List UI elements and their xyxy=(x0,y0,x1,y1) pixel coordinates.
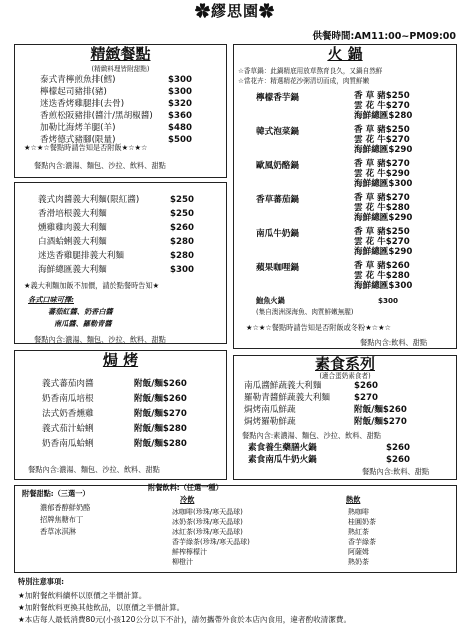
hot-drink-item: 阿薩姆 xyxy=(348,548,369,556)
hot-drink-item: 桂圓奶茶 xyxy=(348,518,376,526)
hot-drink-item: 熱紅茶 xyxy=(348,528,369,536)
hotpot-option: 雲 花 牛$270 xyxy=(354,135,410,145)
pasta-item-name: 迷迭香雞腿排義大利麵 xyxy=(38,251,124,261)
note-line: ★加附餐飲料續杯以原價之半價計算。 xyxy=(18,591,147,600)
pasta-item-price: $300 xyxy=(170,265,194,275)
bake-item-name: 義式蕃茄肉醬 xyxy=(42,379,94,389)
hotpot-note: ★☆★☆餐點時請告知是否附飯或冬粉★☆★☆ xyxy=(246,323,391,332)
pasta-includes: 餐點內含:濃湯、麵包、沙拉、飲料、甜點 xyxy=(34,335,166,344)
fine-item-name: 泰式青檸煎魚排(鱈) xyxy=(40,75,116,85)
veg-item-price: $260 xyxy=(354,381,378,391)
veg-hotpot-name: 素食養生藥膳火鍋 xyxy=(248,443,317,453)
hotpot-option: 海鮮總匯$290 xyxy=(354,145,413,155)
hotpot-option: 海鮮總匯$300 xyxy=(354,281,413,291)
hotpot-option: 香 草 豬$260 xyxy=(354,261,410,271)
hotpot-option: 香 草 豬$250 xyxy=(354,125,410,135)
veg-item-price: $270 xyxy=(354,393,378,403)
bake-item-price: 附飯/麵$280 xyxy=(134,424,187,434)
hotpot-option: 香 草 豬$250 xyxy=(354,91,410,101)
fine-item-name: 加勒比海烤羊腿(羊) xyxy=(40,123,116,133)
hotpot-option: 香 草 豬$270 xyxy=(354,193,410,203)
hotpot-header-1: ☆香草鍋：此鍋精底用放草熬育良久，又鍋自然鮮 xyxy=(238,67,383,75)
hotpot-option: 雲 花 牛$290 xyxy=(354,169,410,179)
veg-hotpot-price: $260 xyxy=(386,455,410,465)
note-line: ★本店每人最低消費80元(小孩120公分以下不計)，請勿攜帶外食於本店內食用，違者酌收清潔費。 xyxy=(18,615,352,624)
bake-item-price: 附飯/麵$260 xyxy=(134,394,187,404)
restaurant-title: ✿繆思園✿ xyxy=(194,2,275,20)
fine-item-price: $500 xyxy=(168,135,192,145)
bake-item-price: 附飯/麵$280 xyxy=(134,439,187,449)
hot-drink-item: 熱奶茶 xyxy=(348,558,369,566)
veg-includes-1: 餐點內含:素濃湯、麵包、沙拉、飲料、甜點 xyxy=(242,431,381,440)
hotpot-item-name: 韓式泡菜鍋 xyxy=(256,127,299,137)
pasta-box xyxy=(14,182,227,344)
hotpot-option: 海鮮總匯$290 xyxy=(354,247,413,257)
notes-title: 特別注意事項: xyxy=(18,577,64,586)
hotpot-special-desc: (集自澳洲深海魚、肉質鮮嫩無腥) xyxy=(256,308,354,316)
hotpot-includes: 餐點內含:飲料、甜點 xyxy=(360,338,428,347)
sauce-title: 各式口味可擇: xyxy=(28,295,74,304)
hot-drink-item: 香芋綠茶 xyxy=(348,538,376,546)
fine-item-price: $300 xyxy=(168,87,192,97)
service-hours: 供餐時間:AM11:00~PM09:00 xyxy=(312,31,456,42)
bake-item-name: 奶香南瓜培根 xyxy=(42,394,94,404)
veg-item-name: 焗烤南瓜鮮蔬 xyxy=(244,405,296,415)
hotpot-option: 香 草 豬$270 xyxy=(354,159,410,169)
veg-hotpot-name: 素食南瓜牛奶火鍋 xyxy=(248,455,317,465)
veg-title: 素食系列 xyxy=(314,355,375,373)
hot-drink-item: 熱咖啡 xyxy=(348,508,369,516)
pasta-item-name: 海鮮總匯義大利麵 xyxy=(38,265,107,275)
cold-drink-item: 冰咖啡(珍珠/寒天晶球) xyxy=(172,508,243,516)
dessert-item: 香草冰淇淋 xyxy=(40,527,76,536)
veg-subtitle: (適合蛋奶素食者) xyxy=(319,372,371,380)
veg-item-name: 南瓜醬鮮蔬義大利麵 xyxy=(244,381,322,391)
fine-title: 精緻餐點 xyxy=(90,45,151,63)
bake-item-name: 義式茄汁蛤蜊 xyxy=(42,424,94,434)
fine-item-price: $300 xyxy=(168,75,192,85)
note-line: ★加附餐飲料更換其他飲品，以原價之半價計算。 xyxy=(18,603,185,612)
hotpot-special-name: 鮑魚火鍋 xyxy=(256,296,285,305)
hotpot-special-price: $300 xyxy=(378,296,399,305)
dessert-item: 招牌焦糖布丁 xyxy=(40,515,84,524)
pasta-item-name: 義式肉醬義大利麵(限紅醬) xyxy=(38,195,140,205)
hotpot-option: 海鮮總匯$280 xyxy=(354,111,413,121)
veg-item-name: 羅勒青醬鮮蔬義大利麵 xyxy=(244,393,330,403)
bake-title: 焗 烤 xyxy=(102,351,139,369)
hotpot-item-name: 歐風奶酪鍋 xyxy=(256,161,299,171)
pasta-item-price: $280 xyxy=(170,251,194,261)
cold-drink-item: 鮮榨檸檬汁 xyxy=(172,548,207,556)
sauce-line-2: 南瓜醬、羅勒青醬 xyxy=(54,319,112,328)
pasta-item-price: $250 xyxy=(170,209,194,219)
cold-drink-item: 冰奶茶(珍珠/寒天晶球) xyxy=(172,518,243,526)
bake-item-price: 附飯/麵$270 xyxy=(134,409,187,419)
fine-item-price: $360 xyxy=(168,111,192,121)
fine-note: ★☆★☆餐點時請告知是否附飯★☆★☆ xyxy=(24,143,148,152)
pasta-item-name: 白酒蛤蜊義大利麵 xyxy=(38,237,107,247)
bake-item-name: 奶香南瓜蛤蜊 xyxy=(42,439,94,449)
pasta-item-name: 香滑培根義大利麵 xyxy=(38,209,107,219)
hotpot-option: 雲 花 牛$270 xyxy=(354,101,410,111)
hotpot-item-name: 南瓜牛奶鍋 xyxy=(256,229,299,239)
hotpot-option: 海鮮總匯$290 xyxy=(354,213,413,223)
hotpot-option: 香 草 豬$250 xyxy=(354,227,410,237)
hot-title: 熱飲 xyxy=(346,495,361,504)
fine-item-price: $320 xyxy=(168,99,192,109)
hotpot-option: 雲 花 牛$280 xyxy=(354,203,410,213)
desserts-title: 附餐甜點:（三選一） xyxy=(22,489,90,498)
hotpot-title: 火 鍋 xyxy=(327,45,363,63)
fine-item-price: $480 xyxy=(168,123,192,133)
bake-item-price: 附飯/麵$260 xyxy=(134,379,187,389)
cold-drink-item: 香芋綠茶(珍珠/寒天晶球) xyxy=(172,538,250,546)
fine-item-name: 迷迭香烤雞腿排(去骨) xyxy=(40,99,125,109)
hotpot-item-name: 香草蕃茄鍋 xyxy=(256,195,299,205)
hotpot-option: 雲 花 牛$270 xyxy=(354,237,410,247)
veg-includes-2: 餐點內含:飲料、甜點 xyxy=(362,467,430,476)
dessert-item: 濃郁香醇鮮奶酪 xyxy=(40,503,91,512)
pasta-item-name: 燻雞雞肉義大利麵 xyxy=(38,223,107,233)
hotpot-item-name: 檸檬香芋鍋 xyxy=(256,93,299,103)
veg-item-name: 焗烤羅勒鮮蔬 xyxy=(244,417,296,427)
veg-item-price: 附飯/麵$260 xyxy=(354,405,407,415)
hotpot-item-name: 蘋果咖哩鍋 xyxy=(256,263,299,273)
hotpot-header-2: ☆當花卉：精選精花沙粥清切而成，肉質鮮嫩 xyxy=(238,77,370,85)
cold-drink-item: 冰紅茶(珍珠/寒天晶球) xyxy=(172,528,243,536)
veg-item-price: 附飯/麵$270 xyxy=(354,417,407,427)
bake-includes: 餐點內含:濃湯、麵包、沙拉、飲料、甜點 xyxy=(28,465,160,474)
pasta-item-price: $250 xyxy=(170,195,194,205)
fine-subtitle: (精緻料理皆附甜點) xyxy=(91,65,150,73)
fine-item-name: 香煎松阪豬排(醬汁/黑胡椒醬) xyxy=(40,111,153,121)
cold-title: 冷飲 xyxy=(180,495,195,504)
bake-item-name: 法式奶香燻雞 xyxy=(42,409,94,419)
fine-item-name: 香烤德式豬腳(限量) xyxy=(40,135,116,145)
hotpot-option: 海鮮總匯$300 xyxy=(354,179,413,189)
pasta-item-price: $260 xyxy=(170,223,194,233)
fine-item-name: 檸檬起司豬排(豬) xyxy=(40,87,107,97)
veg-hotpot-price: $260 xyxy=(386,443,410,453)
pasta-item-price: $280 xyxy=(170,237,194,247)
sauce-line-1: 蕃茄紅醬、奶香白醬 xyxy=(48,307,113,316)
fine-includes: 餐點內含:濃湯、麵包、沙拉、飲料、甜點 xyxy=(34,161,166,170)
pasta-note: ★義大利麵加飯不加價，請於點餐時告知★ xyxy=(24,281,160,290)
drinks-title: 附餐飲料:（任選一種） xyxy=(148,483,223,492)
hotpot-option: 雲 花 牛$280 xyxy=(354,271,410,281)
cold-drink-item: 柳橙汁 xyxy=(172,558,193,566)
